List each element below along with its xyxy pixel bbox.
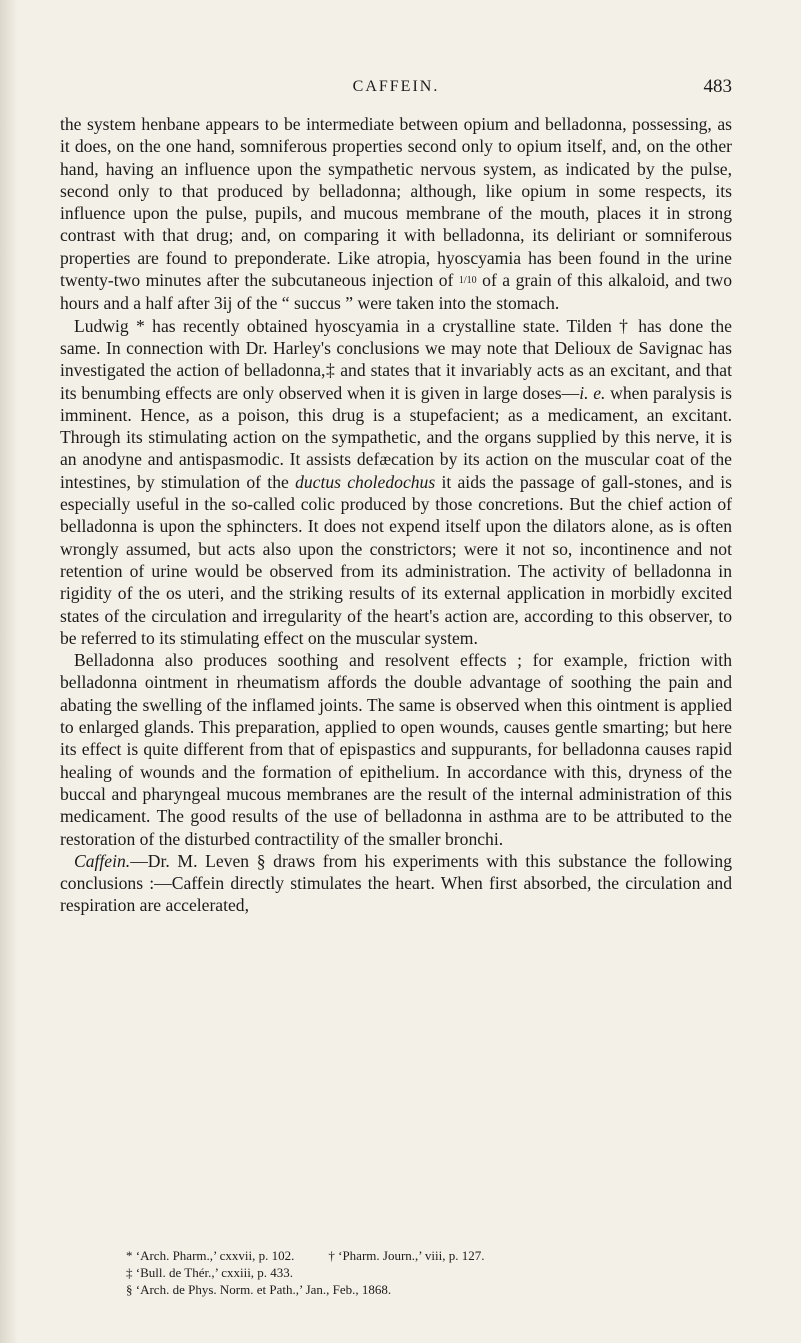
footnote: † ‘Pharm. Journ.,’ viii, p. 127.: [328, 1248, 485, 1263]
paragraph-text: it aids the passage of gall-stones, and is especially useful in the so-called colic produced by those concretions. But the chief action of belladonna is upon the sphincters. It does not expend itself upon the dilators alone, as is often wrongly assumed, but acts also upon the constrictors; were it not so, incontinence and not retention of urine would be observed from its administration. The activity of belladonna in rigidity of the os uteri, and the striking results of its external application in morbidly excited states of the circulation and irregularity of the heart's action are, according to this observer, to be referred to its stimulating effect on the muscular system.: [60, 471, 732, 648]
paragraph-text: Ludwig * has recently obtained hyoscyamia in a crystalline state. Tilden † has done the same. In connection with Dr. Harley's conclusions we may note that Delioux de Savignac has investigated the action of belladonna,‡ and states that it invariably acts as an excitant, and that its benumbing effects are only observed when it is given in large doses—: [60, 315, 732, 403]
running-head: CAFFEIN.: [352, 78, 440, 95]
footnote: § ‘Arch. de Phys. Norm. et Path.,’ Jan., Feb., 1868.: [126, 1282, 392, 1297]
footnote: * ‘Arch. Pharm.,’ cxxvii, p. 102.: [126, 1248, 295, 1263]
footnote-row: [126, 1247, 686, 1264]
paragraph-text: the system henbane appears to be intermediate between opium and belladonna, possessing, as it does, on the one hand, somniferous properties second only to opium itself, and, on the other hand, having an influence upon the sympathetic nervous system, as indicated by the pulse, second only to that produced by belladonna; although, like opium in some respects, its influence upon the pulse, pupils, and mucous membrane of the mouth, places it in strong contrast with that drug; and, on comparing it with belladonna, its deliriant or somniferous properties are found to preponderate. Like atropia, hyoscyamia has been found in the urine twenty-two minutes after the subcutaneous injection of: [60, 114, 732, 291]
paragraph-text: when paralysis is imminent. Hence, as a poison, this drug is a stupefacient; as a medicament, an excitant. Through its stimulating action on the sympathetic, and the organs supplied by this nerve, it is an anodyne and antispasmodic. It assists defæcation by its action on the muscular coat of the intestines, by stimulation of the: [60, 382, 732, 492]
paragraph-text: Belladonna also produces soothing and resolvent effects ; for example, friction with belladonna ointment in rheumatism affords the double advantage of soothing the pain and abating the swelling of the inflamed joints. The same is observed when this ointment is applied to enlarged glands. This preparation, applied to open wounds, causes gentle smarting; but here its effect is quite different from that of epispastics and suppurants, for belladonna causes rapid healing of wounds and the formation of epithelium. In accordance with this, dryness of the buccal and pharyngeal mucous membranes are the result of the internal administration of this medicament. The good results of the use of belladonna in asthma are to be attributed to the restoration of the disturbed contractility of the smaller bronchi.: [60, 650, 732, 849]
page-edge-shadow: [0, 0, 18, 1343]
paragraph-soothing: [60, 649, 732, 850]
italic-text: i. e.: [579, 382, 606, 403]
fraction: 1/10: [458, 275, 477, 287]
page-header: [60, 76, 732, 102]
paragraph-text: —Dr. M. Leven § draws from his experiments with this substance the following conclusions :—Caffein directly stimulates the heart. When first absorbed, the circulation and respiration are accelerated,: [60, 850, 732, 916]
paragraph-henbane: [60, 113, 732, 315]
body-text: [60, 113, 732, 917]
paragraph-text: of a grain of this alkaloid, and two hours and a half after 3ij of the “ succus ” were taken into the stomach.: [60, 270, 733, 314]
section-heading: Caffein.: [74, 850, 131, 871]
footnote: ‡ ‘Bull. de Thér.,’ cxxiii, p. 433.: [126, 1265, 294, 1280]
paragraph-ludwig: [60, 315, 732, 649]
footnotes: [126, 1247, 686, 1298]
page-number: 483: [703, 76, 732, 97]
italic-text: ductus choledochus: [295, 471, 436, 492]
paragraph-caffein: [60, 850, 732, 917]
